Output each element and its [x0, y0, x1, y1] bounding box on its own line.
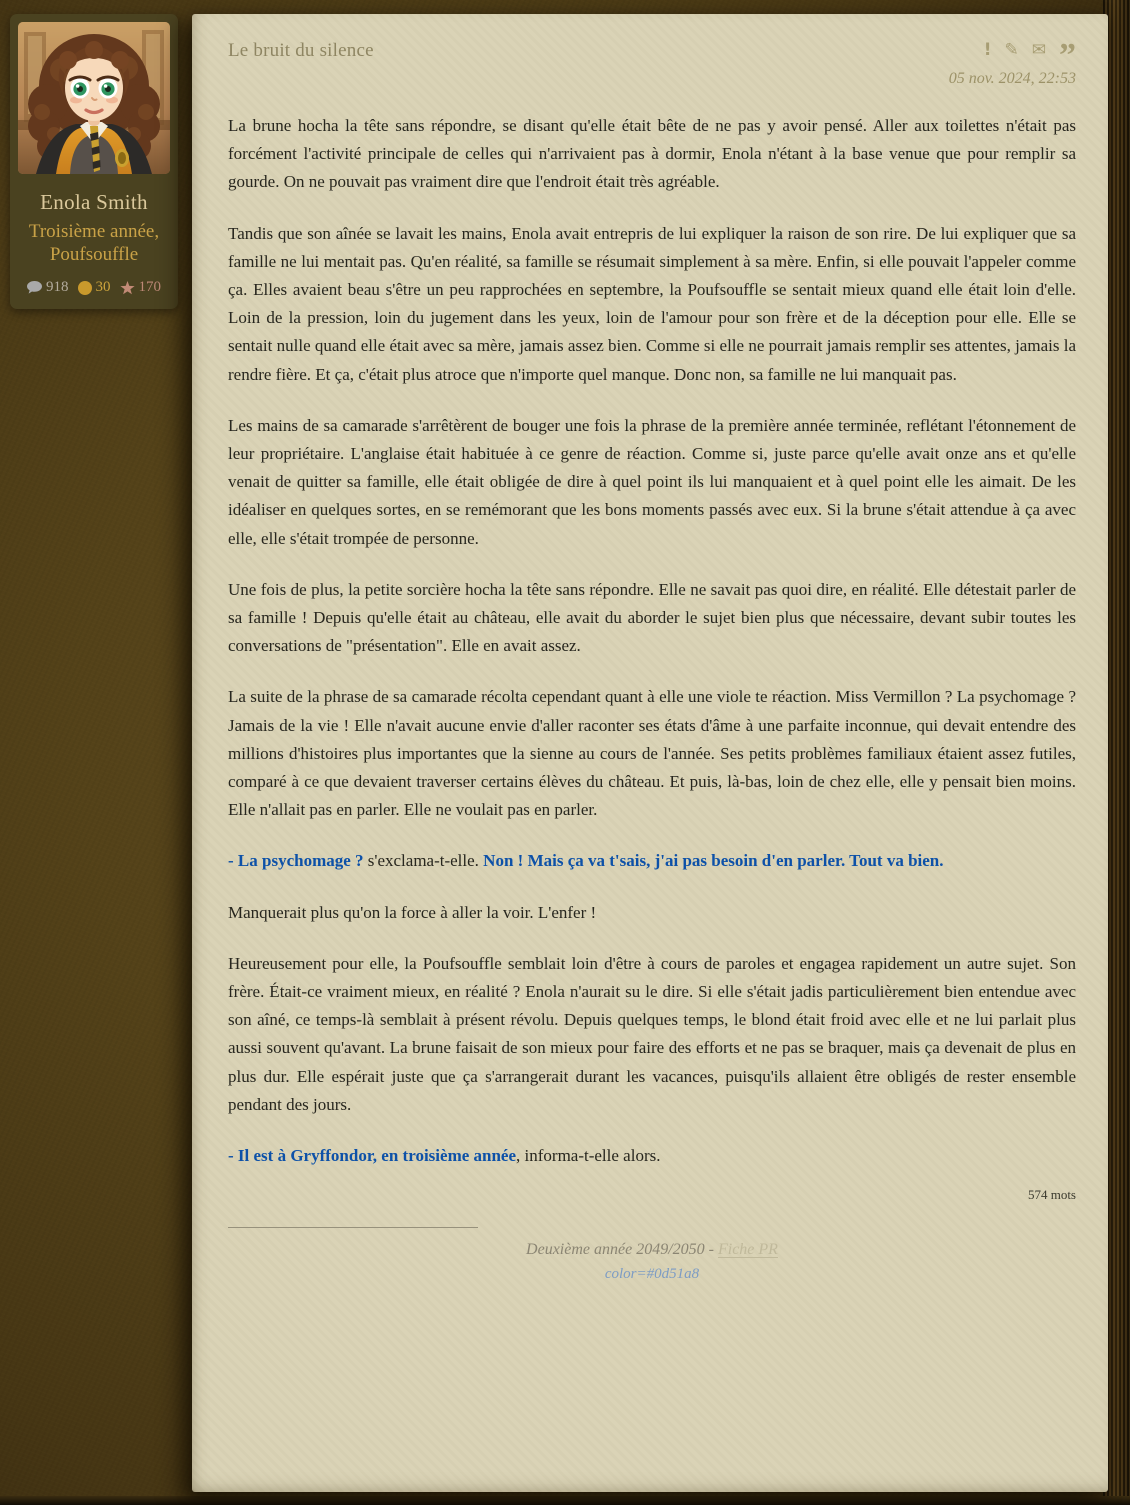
background-bottom-edge: [0, 1496, 1130, 1505]
post-timestamp: 05 nov. 2024, 22:53: [948, 70, 1076, 87]
posts-stat: [27, 279, 69, 296]
speech-bubble-icon: [27, 281, 42, 294]
avatar[interactable]: [18, 22, 170, 174]
signature-divider: [228, 1227, 478, 1228]
avatar-illustration: [18, 22, 170, 174]
narration-text: Tandis que son aînée se lavait les mains, Enola avait entrepris de lui expliquer la raison de son rire. De lui expliquer que sa famille ne lui mentait pas. Qu'en réalité, sa famille se résumait simplement à sa mère. Enfin, si elle pouvait l'appeler comme ça. Elles avaient beau s'être un peu rapprochées en septembre, la Poufsouffle se sentait mieux quand elle était loin d'elle. Loin de la pression, loin du jugement dans les yeux, loin de l'amour pour son frère et de la déception pour elle. Elle se sentait nulle quand elle était avec sa mère, jamais assez bien. Comme si elle ne pourrait jamais remplir ses attentes, jamais la rendre fière. Et ça, c'était plus atroce que n'importe quel manque. Donc non, sa famille ne lui manquait pas.: [228, 223, 1076, 384]
post-actions: [983, 37, 1076, 74]
narration-text: La suite de la phrase de sa camarade récolta cependant quant à elle une viole te réaction. Miss Vermillon ? La psychomage ? Jamais de la vie ! Elle n'avait aucune envie d'aller raconter ses états d'âme à une parfaite inconnue, qui devait entendre des millions d'histoires plus importantes que la sienne au cours de l'année. Ses petits problèmes familiaux étaient assez futiles, comparé à ce que devaient traverser certains élèves du château. Et puis, là-bas, loin de chez elle, elle y pensait bien moins. Elle n'allait pas en parler. Elle ne voulait pas en parler.: [228, 687, 1076, 820]
post-title: Le bruit du silence: [228, 40, 374, 61]
word-count: 574 mots: [1027, 1187, 1076, 1203]
star-icon: [120, 281, 135, 295]
coins-stat: [78, 279, 111, 296]
signature-line: [228, 1241, 1076, 1259]
narration-text: , informa-t-elle alors.: [516, 1146, 661, 1166]
narration-text: Une fois de plus, la petite sorcière hocha la tête sans répondre. Elle ne savait pas quoi dire, en réalité. Elle détestait parler de sa famille ! Depuis qu'elle était au château, elle avait du aborder le sujet bien plus que nécessaire, devant subir toutes les conversations de "présentation". Elle en avait assez.: [228, 579, 1076, 656]
post-paragraph: [228, 950, 1076, 1119]
post-paragraph: [228, 220, 1076, 389]
signature-text: Deuxième année 2049/2050 -: [526, 1241, 718, 1259]
post-header: [228, 37, 1076, 74]
quote-icon[interactable]: ”: [1059, 37, 1076, 74]
post-body: [228, 112, 1076, 1170]
edit-icon[interactable]: ✎: [1004, 40, 1019, 60]
alert-icon[interactable]: !: [983, 40, 992, 60]
profile-rank-house: Poufsouffle: [49, 244, 139, 265]
post-paragraph: [228, 683, 1076, 824]
speech-text: - La psychomage ?: [228, 851, 364, 871]
post-paragraph: [228, 112, 1076, 197]
post-paragraph: [228, 412, 1076, 553]
posts-count: 918: [46, 279, 69, 295]
stars-stat: [120, 279, 162, 296]
profile-rank-year: Troisième année,: [28, 221, 160, 242]
speech-text: - Il est à Gryffondor, en troisième année: [228, 1146, 517, 1166]
profile-stats: [18, 279, 170, 296]
post-paragraph: [228, 899, 1076, 927]
narration-text: Heureusement pour elle, la Poufsouffle semblait loin d'être à cours de paroles et engagea rapidement un autre sujet. Son frère. Était-ce vraiment mieux, en réalité ? Enola n'aurait su le dire. Si elle s'était jadis particulièrement bien entendue avec son aîné, ce temps-là semblait à présent révolu. Depuis quelques temps, le blond était froid avec elle et ne lui parlait plus aussi souvent qu'avant. La brune faisait de son mieux pour faire des efforts et ne pas se braquer, mais ça devenait de plus en plus dur. Elle espérait juste que ça s'arrangerait durant les vacances, puisqu'ils allaient être obligés de rester ensemble pendant des jours.: [228, 953, 1076, 1114]
signature-color-code: color=#0d51a8: [604, 1266, 700, 1283]
narration-text: Les mains de sa camarade s'arrêtèrent de bouger une fois la phrase de la première année terminée, reflétant l'étonnement de leur propriétaire. L'anglaise était habituée à ce genre de réaction. Comme si, juste parce qu'elle avait onze ans et qu'elle venait de quitter sa famille, elle était obligée de dire à quel point ils lui manquaient et à quel point elle les aimait. De les idéaliser en quelques sortes, en se remémorant que les bons moments passés avec eux. Si la brune s'était attendue à ça avec elle, elle s'était trompée de personne.: [228, 415, 1076, 548]
speech-text: Non ! Mais ça va t'sais, j'ai pas besoin d'en parler. Tout va bien.: [483, 851, 944, 871]
coin-icon: [78, 281, 92, 295]
narration-text: s'exclama-t-elle.: [363, 851, 484, 871]
post-paragraph: [228, 576, 1076, 661]
profile-rank: [18, 220, 170, 266]
narration-text: La brune hocha la tête sans répondre, se disant qu'elle était bête de ne pas y avoir pensé. Aller aux toilettes n'était pas forcément l'activité principale de celles qui n'arrivaient pas à dormir, Enola n'étant à la base venue que pour remplir sa gourde. On ne pouvait pas vraiment dire que l'endroit était très agréable.: [228, 116, 1076, 192]
profile-card: [10, 14, 178, 309]
post-panel: [192, 14, 1108, 1492]
post-paragraph: [228, 847, 1076, 875]
fiche-pr-link[interactable]: Fiche PR: [717, 1241, 778, 1259]
mail-icon[interactable]: ✉: [1031, 40, 1046, 60]
stars-count: 170: [138, 279, 161, 295]
coins-count: 30: [95, 279, 111, 295]
narration-text: Manquerait plus qu'on la force à aller la voir. L'enfer !: [228, 902, 597, 922]
profile-name: Enola Smith: [40, 190, 148, 214]
post-paragraph: [228, 1142, 1076, 1170]
